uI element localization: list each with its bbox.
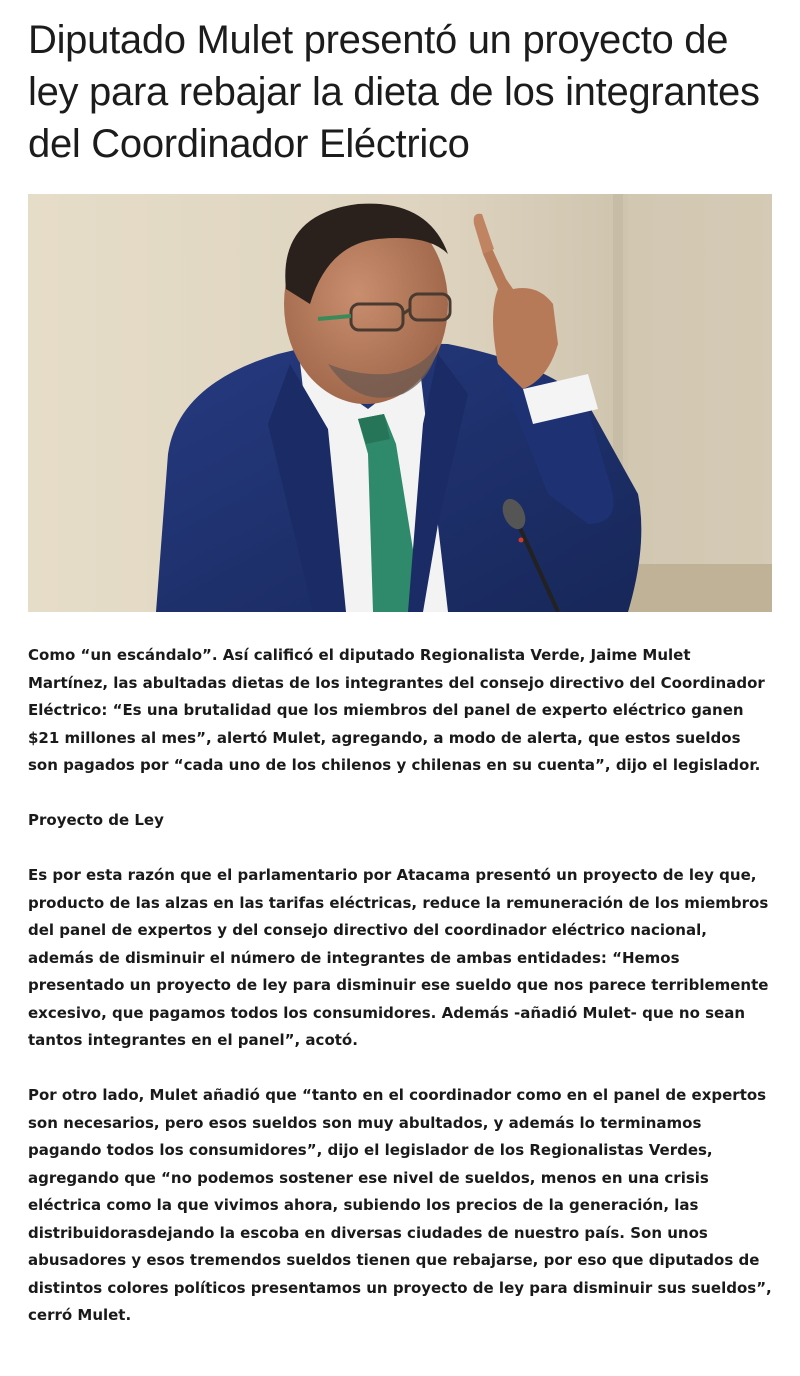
article-paragraph: Como “un escándalo”. Así calificó el diputado Regionalista Verde, Jaime Mulet Martínez, las abultadas dietas de los integrantes del consejo directivo del Coordinador Eléctrico: “Es una brutalidad que los miembros del panel de experto eléctrico ganen $21 millones al mes”, alertó Mulet, agregando, a modo de alerta, que estos sueldos son pagados por “cada uno de los chilenos y chilenas en su cuenta”, dijo el legislador. — [28, 646, 765, 774]
article-paragraph: Es por esta razón que el parlamentario por Atacama presentó un proyecto de ley que, producto de las alzas en las tarifas eléctricas, reduce la remuneración de los miembros del panel de expertos y del consejo directivo del coordinador eléctrico nacional, además de disminuir el número de integrantes de ambas entidades: “Hemos presentado un proyecto de ley para disminuir ese sueldo que nos parece terriblemente excesivo, que pagamos todos los consumidores. Además -añadió Mulet- que no sean tantos integrantes en el panel”, acotó. — [28, 866, 769, 1049]
article-paragraph: Por otro lado, Mulet añadió que “tanto en el coordinador como en el panel de expertos son necesarios, pero esos sueldos son muy abultados, y además lo terminamos pagando todos los consumidores”, dijo el legislador de los Regionalistas Verdes, agregando que “no podemos sostener ese nivel de sueldos, menos en una crisis eléctrica como la que vivimos ahora, subiendo los precios de la generación, las distribuidorasdejando la escoba en diversas ciudades de nuestro país. Son unos abusadores y esos tremendos sueldos tienen que rebajarse, por eso que diputados de distintos colores políticos presentamos un proyecto de ley para disminuir sus sueldos”, cerró Mulet. — [28, 1086, 772, 1324]
article-photo — [28, 194, 772, 612]
section-subheading: Proyecto de Ley — [28, 811, 164, 829]
article-body — [28, 642, 772, 1357]
speaker-photo-illustration — [28, 194, 772, 612]
article-headline: Diputado Mulet presentó un proyecto de ley para rebajar la dieta de los integrantes del Coordinador Eléctrico — [28, 18, 760, 166]
